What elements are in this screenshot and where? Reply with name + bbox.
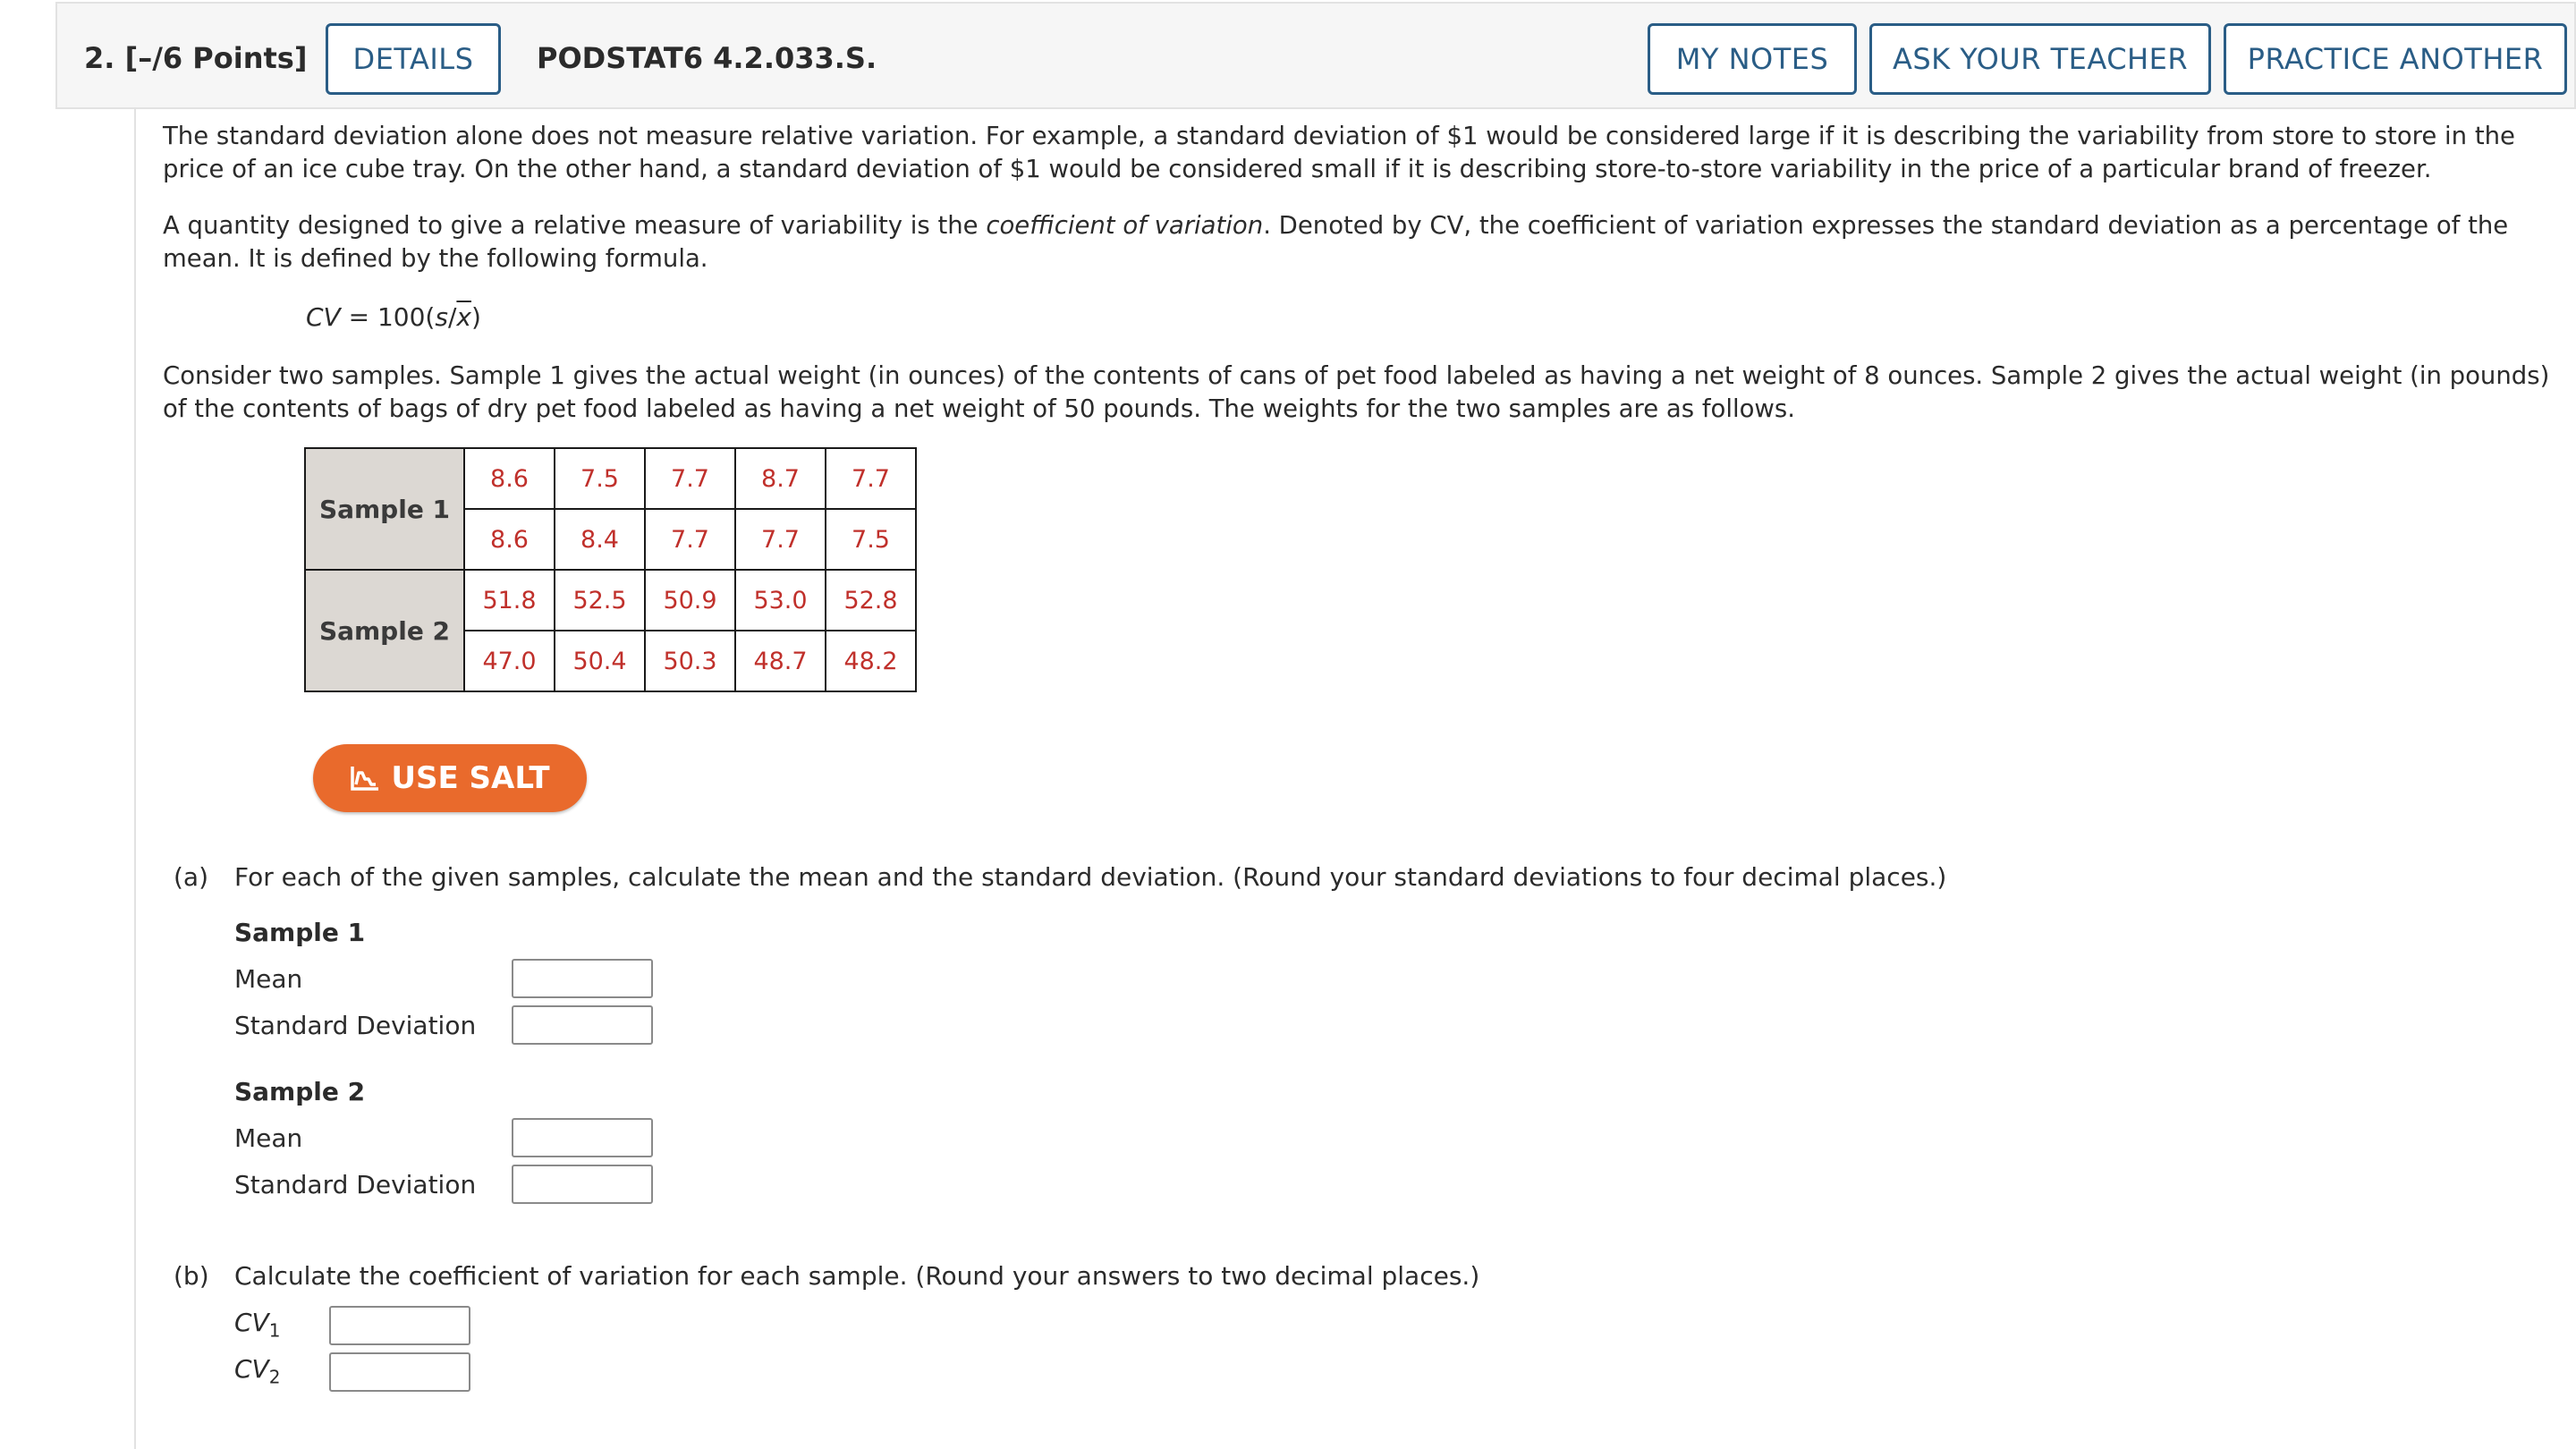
formula-slash: / [447, 302, 457, 332]
table-row [305, 570, 916, 631]
cv-formula [306, 302, 481, 332]
table-cell: 53.0 [735, 570, 826, 631]
table-cell: 8.6 [464, 509, 555, 570]
formula-close: ) [470, 302, 481, 332]
sample-1-label: Sample 1 [305, 448, 464, 570]
intro-paragraph-1: The standard deviation alone does not measure relative variation. For example, a standard deviation of $1 would be considered large if it is describing the variability from store to store in the price of an ice cube tray. On the other hand, a standard deviation of $1 would be considered small if it is describing store-to-store variability in the price of a particular brand of freezer. [163, 122, 2515, 183]
question-body [134, 109, 2576, 1449]
salt-chart-icon [350, 765, 380, 792]
question-code: PODSTAT6 4.2.033.S. [537, 41, 877, 75]
part-a-marker: (a) [174, 862, 209, 892]
formula-xbar: $\overline{x}$ [456, 302, 471, 332]
cv2-label-text: CV [234, 1354, 269, 1384]
formula-eq: = 100( [340, 302, 436, 332]
use-salt-label: USE SALT [391, 760, 550, 796]
table-cell: 7.7 [735, 509, 826, 570]
table-cell: 52.5 [555, 570, 645, 631]
table-cell: 8.4 [555, 509, 645, 570]
cv2-input[interactable] [329, 1352, 470, 1392]
cv1-label [234, 1308, 280, 1342]
sample-1-sd-label: Standard Deviation [234, 1011, 477, 1040]
sample-1-sd-input[interactable] [512, 1005, 653, 1045]
table-cell: 50.9 [645, 570, 735, 631]
cv1-input[interactable] [329, 1306, 470, 1345]
table-cell: 7.5 [826, 509, 916, 570]
intro-paragraph-2 [163, 209, 2560, 275]
cv1-label-text: CV [234, 1308, 269, 1337]
question-number: 2. [–/6 Points] [84, 41, 308, 75]
sample-2-mean-label: Mean [234, 1123, 303, 1153]
practice-another-button[interactable]: PRACTICE ANOTHER [2224, 23, 2567, 95]
intro-paragraph-3: Consider two samples. Sample 1 gives the actual weight (in ounces) of the contents of cans of pet food labeled as having a net weight of 8 ounces. Sample 2 gives the actual weight (in pounds) of the contents of bags of dry pet food labeled as having a net weight of 50 pounds. The weights for the two samples are as follows. [163, 361, 2550, 423]
table-cell: 7.7 [645, 509, 735, 570]
question-header [55, 2, 2576, 109]
table-cell: 7.7 [645, 448, 735, 509]
table-cell: 7.5 [555, 448, 645, 509]
sample-2-mean-input[interactable] [512, 1118, 653, 1157]
details-button[interactable]: DETAILS [326, 23, 501, 95]
table-cell: 52.8 [826, 570, 916, 631]
cv2-subscript: 2 [268, 1366, 281, 1388]
table-cell: 8.6 [464, 448, 555, 509]
table-cell: 48.2 [826, 631, 916, 691]
use-salt-button[interactable] [313, 744, 587, 812]
formula-s: s [435, 302, 448, 332]
part-a-text: For each of the given samples, calculate the mean and the standard deviation. (Round your standard deviations to four decimal places.) [234, 862, 1947, 892]
cv1-subscript: 1 [268, 1319, 281, 1342]
cv2-label [234, 1354, 280, 1388]
sample-2-label: Sample 2 [305, 570, 464, 691]
sample-1-heading: Sample 1 [234, 918, 366, 947]
intro-p2-before: A quantity designed to give a relative measure of variability is the [163, 211, 987, 240]
intro-p2-after: . Denoted by CV, the coefficient of variation expresses the standard deviation as a percentage of the mean. It is defined by the following formula. [163, 211, 2509, 273]
sample-1-mean-label: Mean [234, 964, 303, 994]
part-b-text: Calculate the coefficient of variation for each sample. (Round your answers to two decimal places.) [234, 1261, 1480, 1291]
table-row [305, 448, 916, 509]
table-cell: 8.7 [735, 448, 826, 509]
table-cell: 48.7 [735, 631, 826, 691]
sample-2-sd-label: Standard Deviation [234, 1170, 477, 1199]
my-notes-button[interactable]: MY NOTES [1648, 23, 1857, 95]
sample-1-mean-input[interactable] [512, 959, 653, 998]
part-b-marker: (b) [174, 1261, 209, 1291]
table-cell: 50.3 [645, 631, 735, 691]
table-cell: 51.8 [464, 570, 555, 631]
ask-your-teacher-button[interactable]: ASK YOUR TEACHER [1869, 23, 2211, 95]
formula-lhs: CV [306, 302, 341, 332]
sample-2-heading: Sample 2 [234, 1077, 366, 1106]
sample-data-table [304, 447, 917, 692]
sample-2-sd-input[interactable] [512, 1165, 653, 1204]
coefficient-term: coefficient of variation [986, 211, 1264, 240]
table-cell: 50.4 [555, 631, 645, 691]
table-cell: 47.0 [464, 631, 555, 691]
table-cell: 7.7 [826, 448, 916, 509]
